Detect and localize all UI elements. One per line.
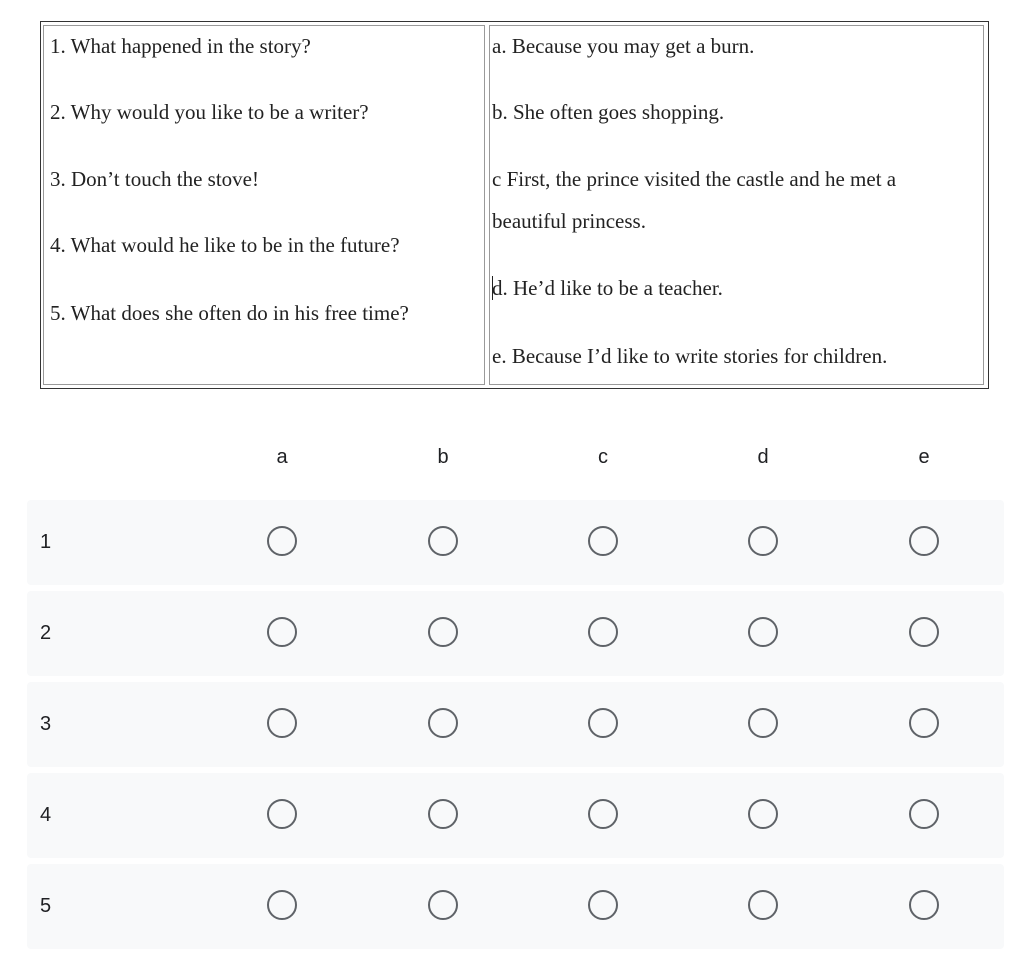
radio-4-e[interactable] xyxy=(909,799,939,829)
radio-3-a[interactable] xyxy=(267,708,297,738)
matching-exercise-table xyxy=(40,21,989,389)
radio-1-e[interactable] xyxy=(909,526,939,556)
answer-c-line2: beautiful princess. xyxy=(492,209,646,233)
radio-5-b[interactable] xyxy=(428,890,458,920)
radio-2-d[interactable] xyxy=(748,617,778,647)
grid-row-2 xyxy=(27,591,1004,676)
radio-2-a[interactable] xyxy=(267,617,297,647)
row-label-3: 3 xyxy=(40,713,52,735)
questions-column xyxy=(43,25,485,385)
answer-b: b. She often goes shopping. xyxy=(492,100,725,124)
column-header-b: b xyxy=(437,446,449,468)
answer-e: e. Because I’d like to write stories for children. xyxy=(492,344,888,368)
radio-4-d[interactable] xyxy=(748,799,778,829)
column-header-d: d xyxy=(757,446,769,468)
radio-3-c[interactable] xyxy=(588,708,618,738)
radio-1-b[interactable] xyxy=(428,526,458,556)
radio-3-d[interactable] xyxy=(748,708,778,738)
answers-column xyxy=(489,25,984,385)
grid-row-5 xyxy=(27,864,1004,949)
radio-4-b[interactable] xyxy=(428,799,458,829)
radio-5-e[interactable] xyxy=(909,890,939,920)
answer-d: d. He’d like to be a teacher. xyxy=(492,276,723,300)
column-header-e: e xyxy=(918,446,930,468)
grid-row-4 xyxy=(27,773,1004,858)
radio-3-b[interactable] xyxy=(428,708,458,738)
grid-row-3 xyxy=(27,682,1004,767)
answer-c-line1: c First, the prince visited the castle and he met a xyxy=(492,167,897,191)
question-3: 3. Don’t touch the stove! xyxy=(50,167,259,191)
radio-3-e[interactable] xyxy=(909,708,939,738)
radio-5-d[interactable] xyxy=(748,890,778,920)
radio-5-a[interactable] xyxy=(267,890,297,920)
answer-d-line xyxy=(492,276,723,300)
radio-2-e[interactable] xyxy=(909,617,939,647)
radio-1-a[interactable] xyxy=(267,526,297,556)
radio-1-d[interactable] xyxy=(748,526,778,556)
radio-1-c[interactable] xyxy=(588,526,618,556)
radio-2-b[interactable] xyxy=(428,617,458,647)
row-label-5: 5 xyxy=(40,895,52,917)
radio-2-c[interactable] xyxy=(588,617,618,647)
radio-5-c[interactable] xyxy=(588,890,618,920)
row-label-2: 2 xyxy=(40,622,52,644)
row-label-1: 1 xyxy=(40,531,52,553)
row-label-4: 4 xyxy=(40,804,52,826)
grid-row-1 xyxy=(27,500,1004,585)
radio-4-c[interactable] xyxy=(588,799,618,829)
column-header-a: a xyxy=(276,446,288,468)
radio-4-a[interactable] xyxy=(267,799,297,829)
question-5: 5. What does she often do in his free time? xyxy=(50,301,409,325)
column-header-c: c xyxy=(598,446,608,468)
question-1: 1. What happened in the story? xyxy=(50,34,311,58)
question-4: 4. What would he like to be in the future? xyxy=(50,233,400,257)
answer-a: a. Because you may get a burn. xyxy=(492,34,755,58)
question-2: 2. Why would you like to be a writer? xyxy=(50,100,369,124)
